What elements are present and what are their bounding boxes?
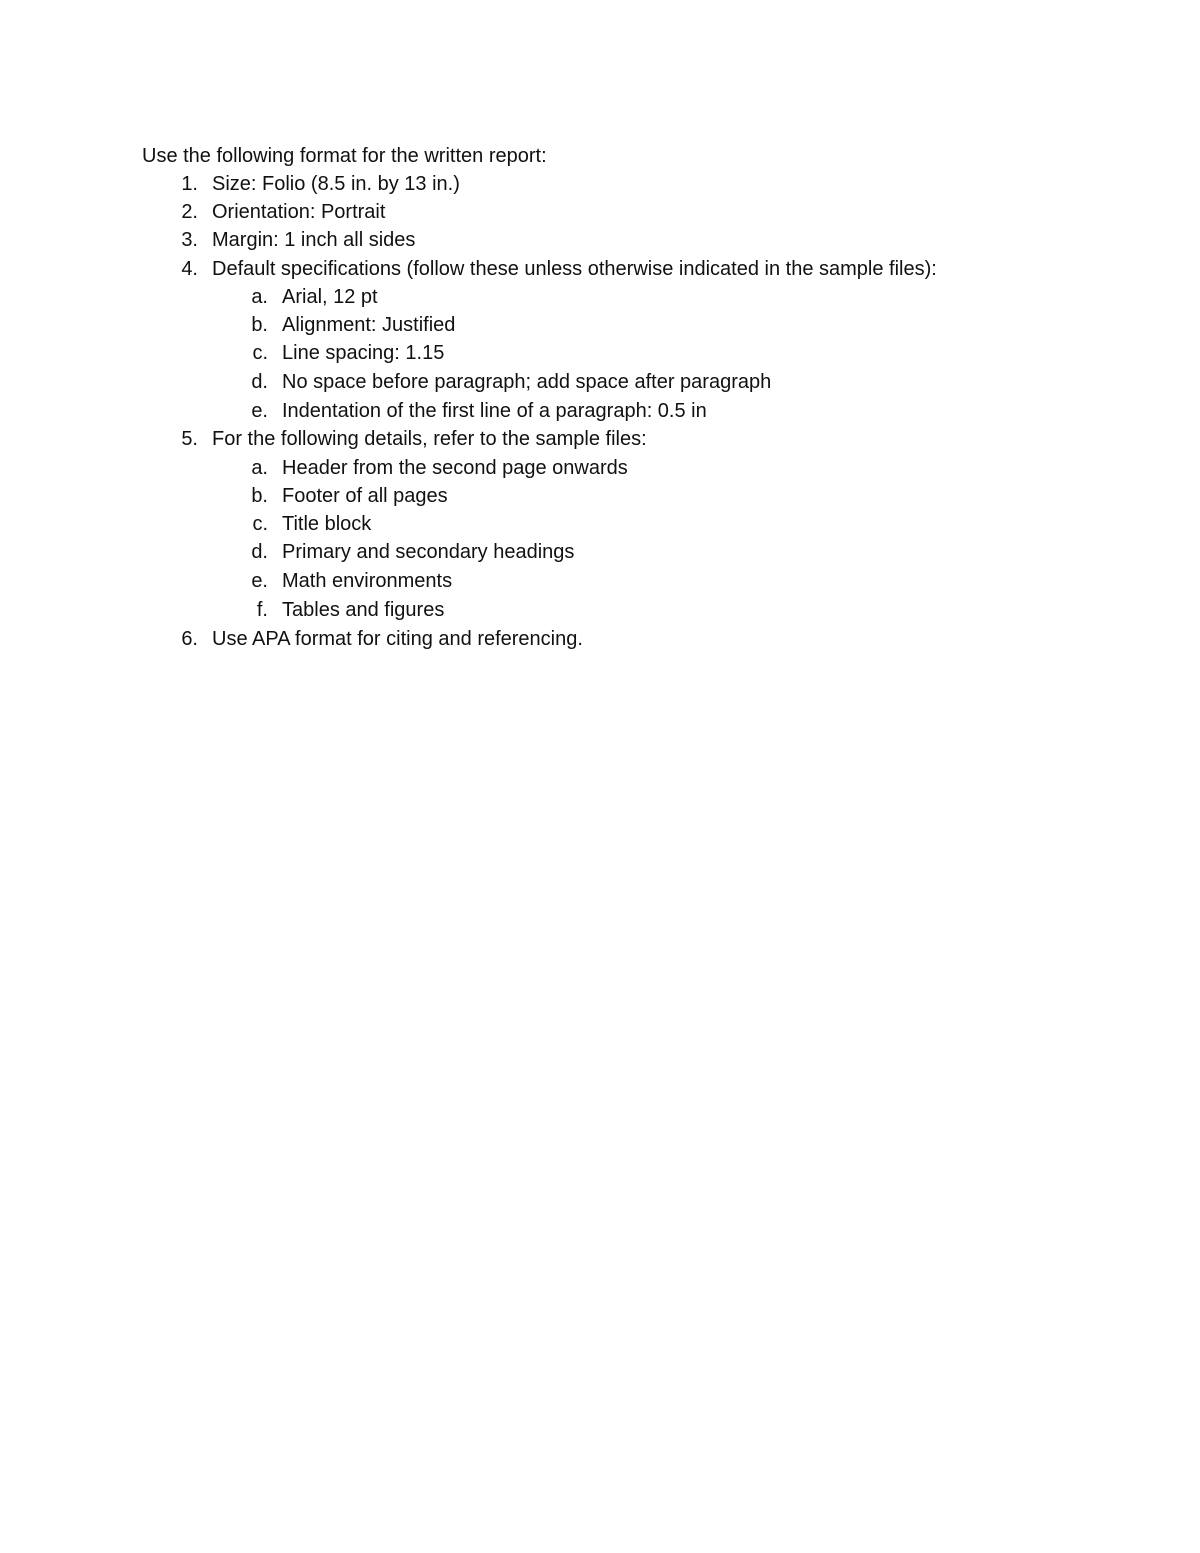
list-text: Size: Folio (8.5 in. by 13 in.): [212, 173, 460, 195]
sub-text: Math environments: [282, 570, 453, 592]
sub-marker: a.: [251, 286, 268, 308]
sub-marker: e.: [251, 570, 268, 592]
sub-marker: d.: [251, 541, 268, 563]
sub-marker: f.: [256, 599, 268, 621]
sub-text: Footer of all pages: [282, 485, 448, 507]
list-marker: 3.: [181, 229, 198, 251]
list-marker: 6.: [181, 628, 198, 650]
sub-text: Primary and secondary headings: [282, 541, 575, 563]
sub-text: Title block: [282, 513, 372, 535]
sub-text: Indentation of the first line of a paragraph: 0.5 in: [282, 400, 707, 422]
sub-text: Line spacing: 1.15: [282, 342, 445, 364]
sub-marker: b.: [251, 485, 268, 507]
list-text: Use APA format for citing and referencing.: [212, 628, 583, 650]
list-text: Orientation: Portrait: [212, 201, 386, 223]
list-marker: 2.: [181, 201, 198, 223]
sub-text: Arial, 12 pt: [282, 286, 378, 308]
sub-text: Tables and figures: [282, 599, 445, 621]
sub-marker: c.: [252, 342, 268, 364]
list-marker: 5.: [181, 428, 198, 450]
sub-marker: a.: [251, 457, 268, 479]
sub-text: Alignment: Justified: [282, 314, 456, 336]
list-marker: 1.: [181, 173, 198, 195]
list-text: Margin: 1 inch all sides: [212, 229, 416, 251]
sub-text: No space before paragraph; add space after paragraph: [282, 371, 772, 393]
intro-text: Use the following format for the written report:: [142, 145, 547, 167]
sub-marker: c.: [252, 513, 268, 535]
list-text: For the following details, refer to the sample files:: [212, 428, 647, 450]
sub-marker: d.: [251, 371, 268, 393]
sub-marker: e.: [251, 400, 268, 422]
sub-marker: b.: [251, 314, 268, 336]
list-marker: 4.: [181, 258, 198, 280]
list-text: Default specifications (follow these unless otherwise indicated in the sample files):: [212, 258, 937, 280]
sub-text: Header from the second page onwards: [282, 457, 628, 479]
